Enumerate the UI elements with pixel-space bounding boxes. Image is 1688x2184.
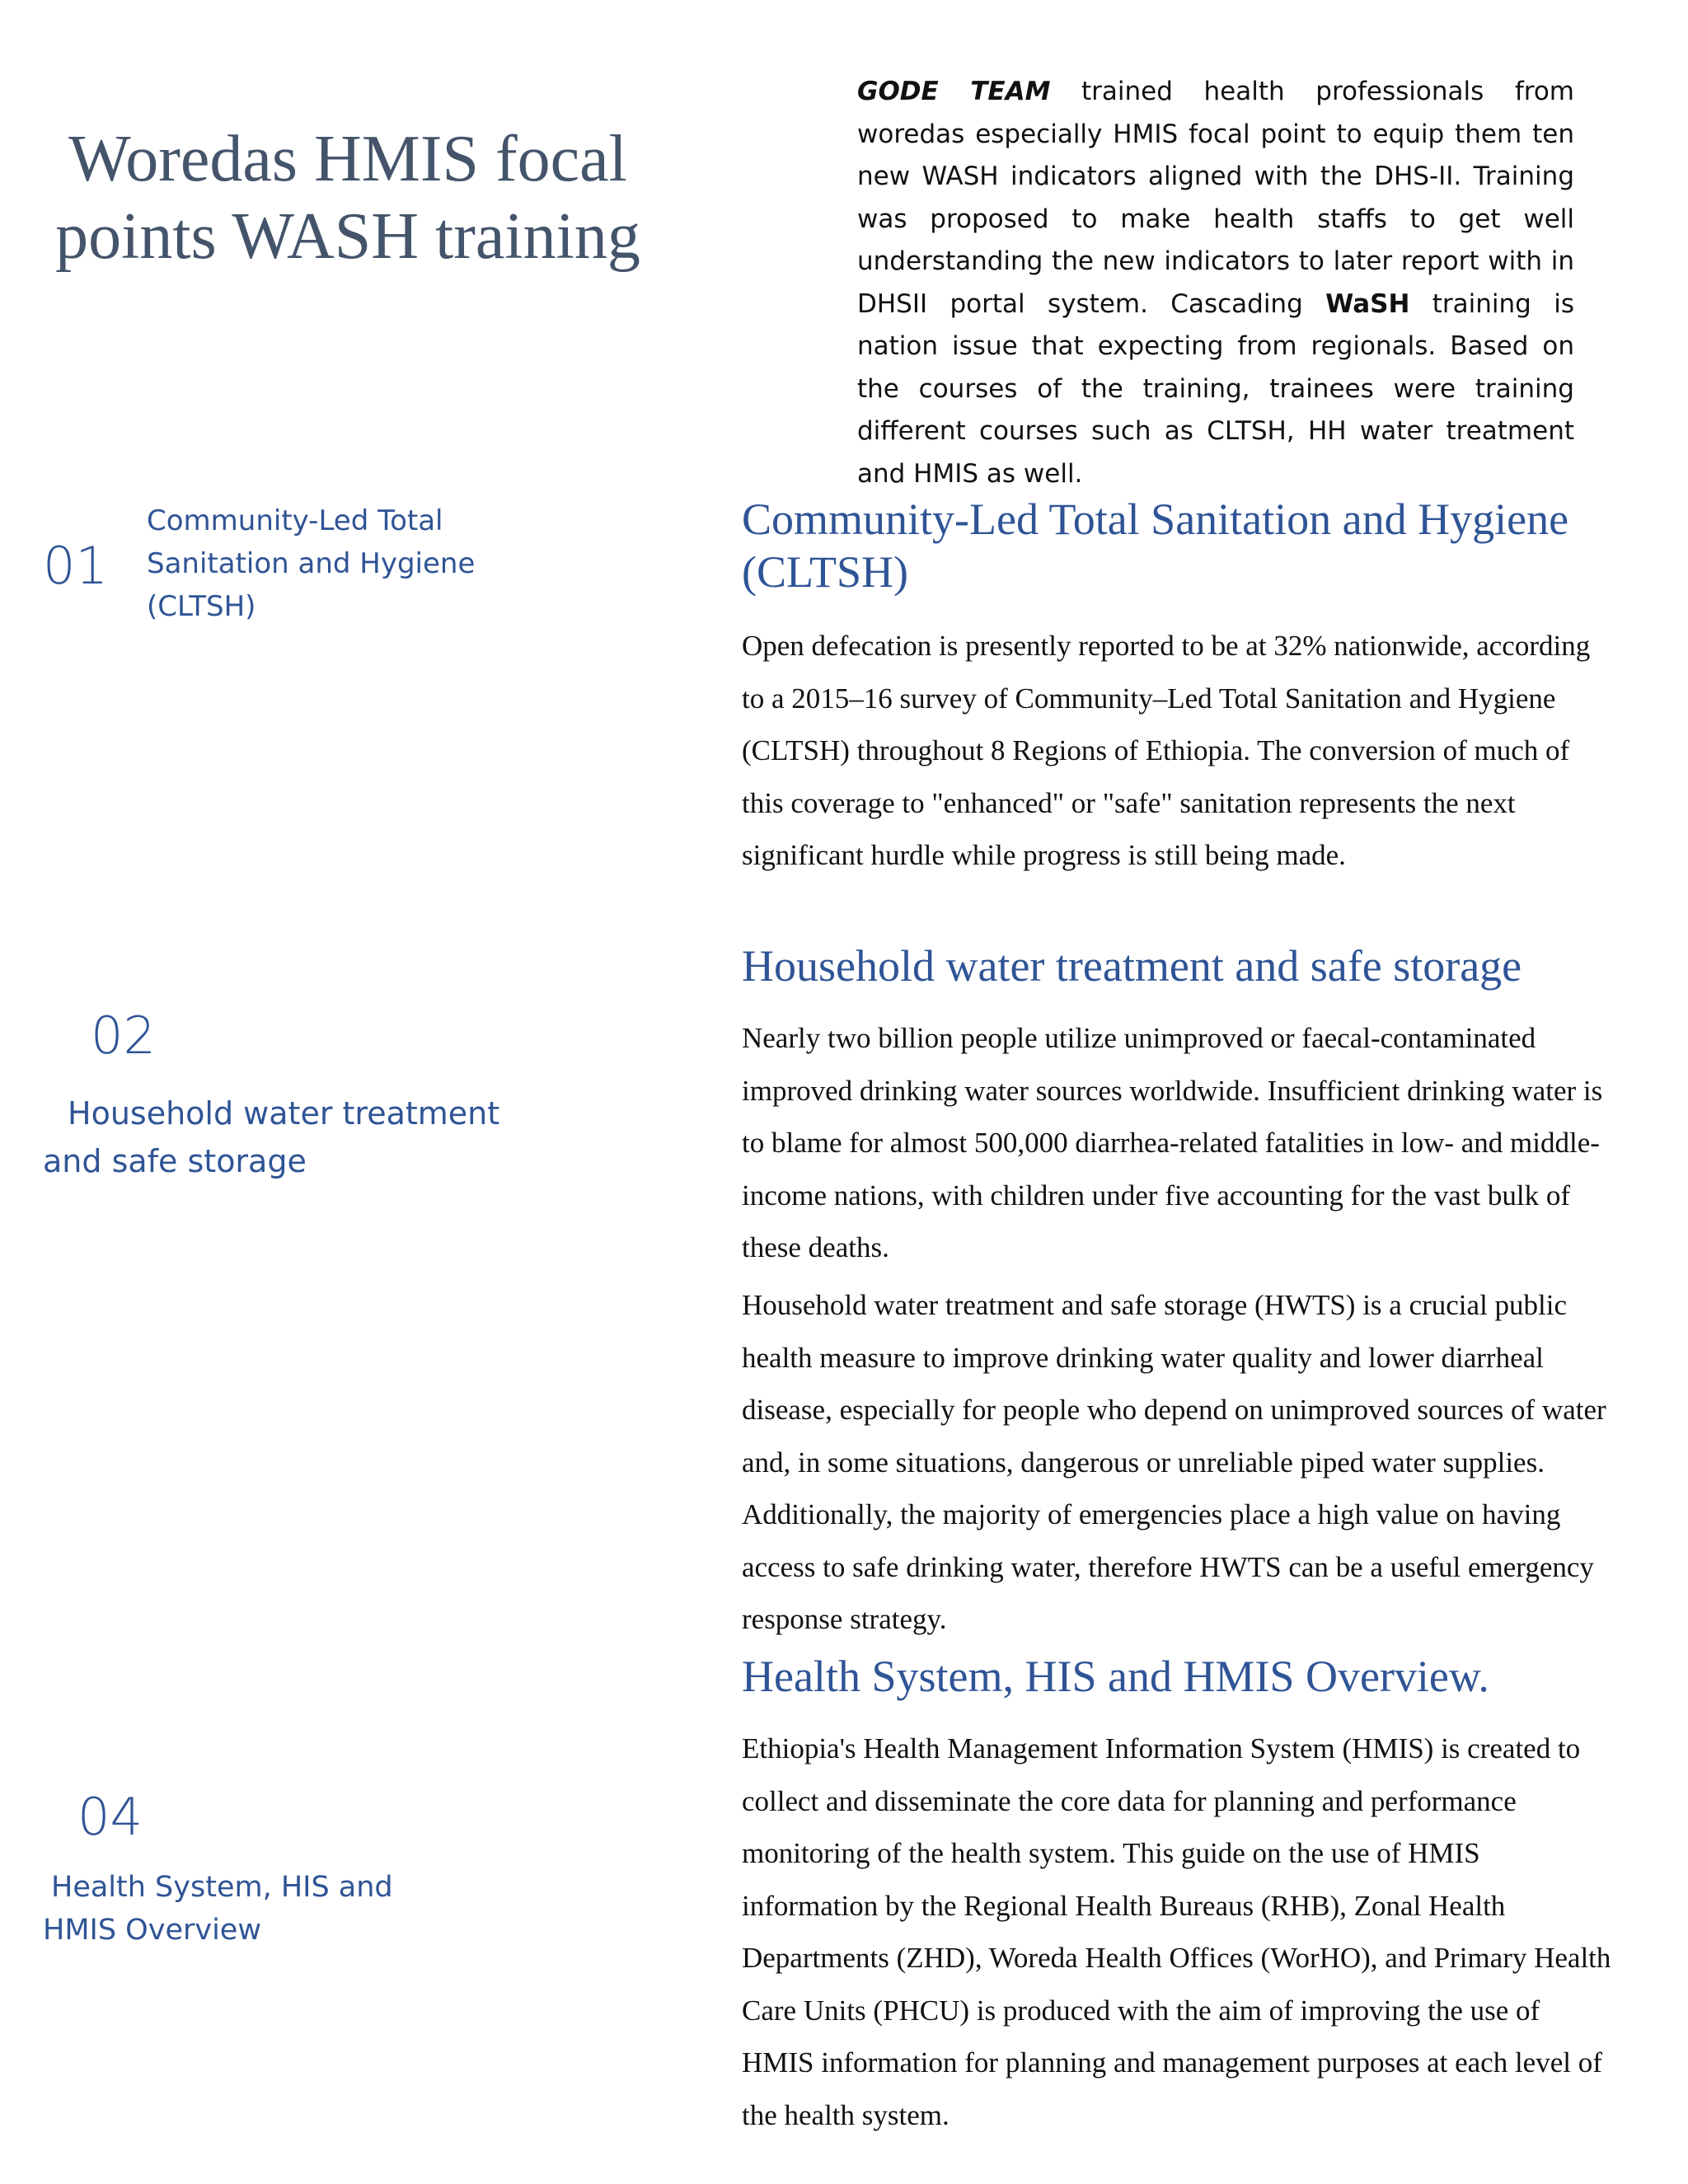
intro-paragraph [857, 71, 1574, 495]
section-paragraph-hmis: Ethiopia's Health Management Information System (HMIS) is created to collect and disseminate the core data for planning and performance monitoring of the health system. This guide on the use of HMIS information by the Regional Health Bureaus (RHB), Zonal Health Departments (ZHD), Woreda Health Offices (WorHO), and Primary Health Care Units (PHCU) is produced with the aim of improving the use of HMIS information for planning and management purposes at each level of the health system. [742, 1732, 1611, 2131]
section-paragraph-hwts-2: Household water treatment and safe storage (HWTS) is a crucial public health measure to improve drinking water quality and lower diarrheal disease, especially for people who depend on unimproved sources of water and, in some situations, dangerous or unreliable piped water supplies. Additionally, the majority of emergencies place a high value on having access to safe drinking water, therefore HWTS can be a useful emergency response strategy. [742, 1289, 1606, 1635]
intro-lead: GODE TEAM [857, 77, 1051, 106]
section-paragraph-cltsh: Open defecation is presently reported to be at 32% nationwide, according to a 2015–16 survey of Community–Led Total Sanitation and Hygiene (CLTSH) throughout 8 Regions of Ethiopia. The conversion of much of this coverage to "enhanced" or "safe" sanitation represents the next significant hurdle while progress is still being made. [742, 630, 1591, 871]
page-title-line-1: Woredas HMIS focal [68, 122, 627, 195]
page-title-line-2: points WASH training [55, 199, 640, 273]
section-heading-hwts: Household water treatment and safe storage [742, 941, 1522, 991]
intro-bold: WaSH [1325, 288, 1410, 319]
sidebar-number-01: 01 [43, 536, 108, 596]
sidebar-label-cltsh: Community-Led Total Sanitation and Hygiene (CLTSH) [147, 504, 476, 623]
sidebar-number-04: 04 [77, 1787, 143, 1847]
sidebar-label-hwts: Household water treatment and safe storage [43, 1095, 500, 1179]
section-heading-hmis: Health System, HIS and HMIS Overview. [742, 1652, 1489, 1701]
intro-text-1: trained health professionals from woredas especially HMIS focal point to equip them ten new WASH indicators aligned with the DHS-II. Training was proposed to make health staffs to get well understanding the new indicators to later report with in DHSII portal system. Cascading [857, 77, 1574, 319]
page-title [43, 120, 653, 275]
section-heading-cltsh: Community-Led Total Sanitation and Hygiene (CLTSH) [742, 494, 1569, 597]
sidebar-label-hmis: Health System, HIS and HMIS Overview [43, 1871, 393, 1947]
intro-text-2: training is nation issue that expecting from regionals. Based on the courses of the training, trainees were training different courses such as CLTSH, HH water treatment and HMIS as well. [857, 288, 1574, 489]
sidebar-number-02: 02 [91, 1005, 156, 1066]
section-paragraph-hwts-1: Nearly two billion people utilize unimproved or faecal-contaminated improved drinking water sources worldwide. Insufficient drinking water is to blame for almost 500,000 diarrhea-related fatalities in low- and middle-income nations, with children under five accounting for the vast bulk of these deaths. [742, 1022, 1603, 1263]
